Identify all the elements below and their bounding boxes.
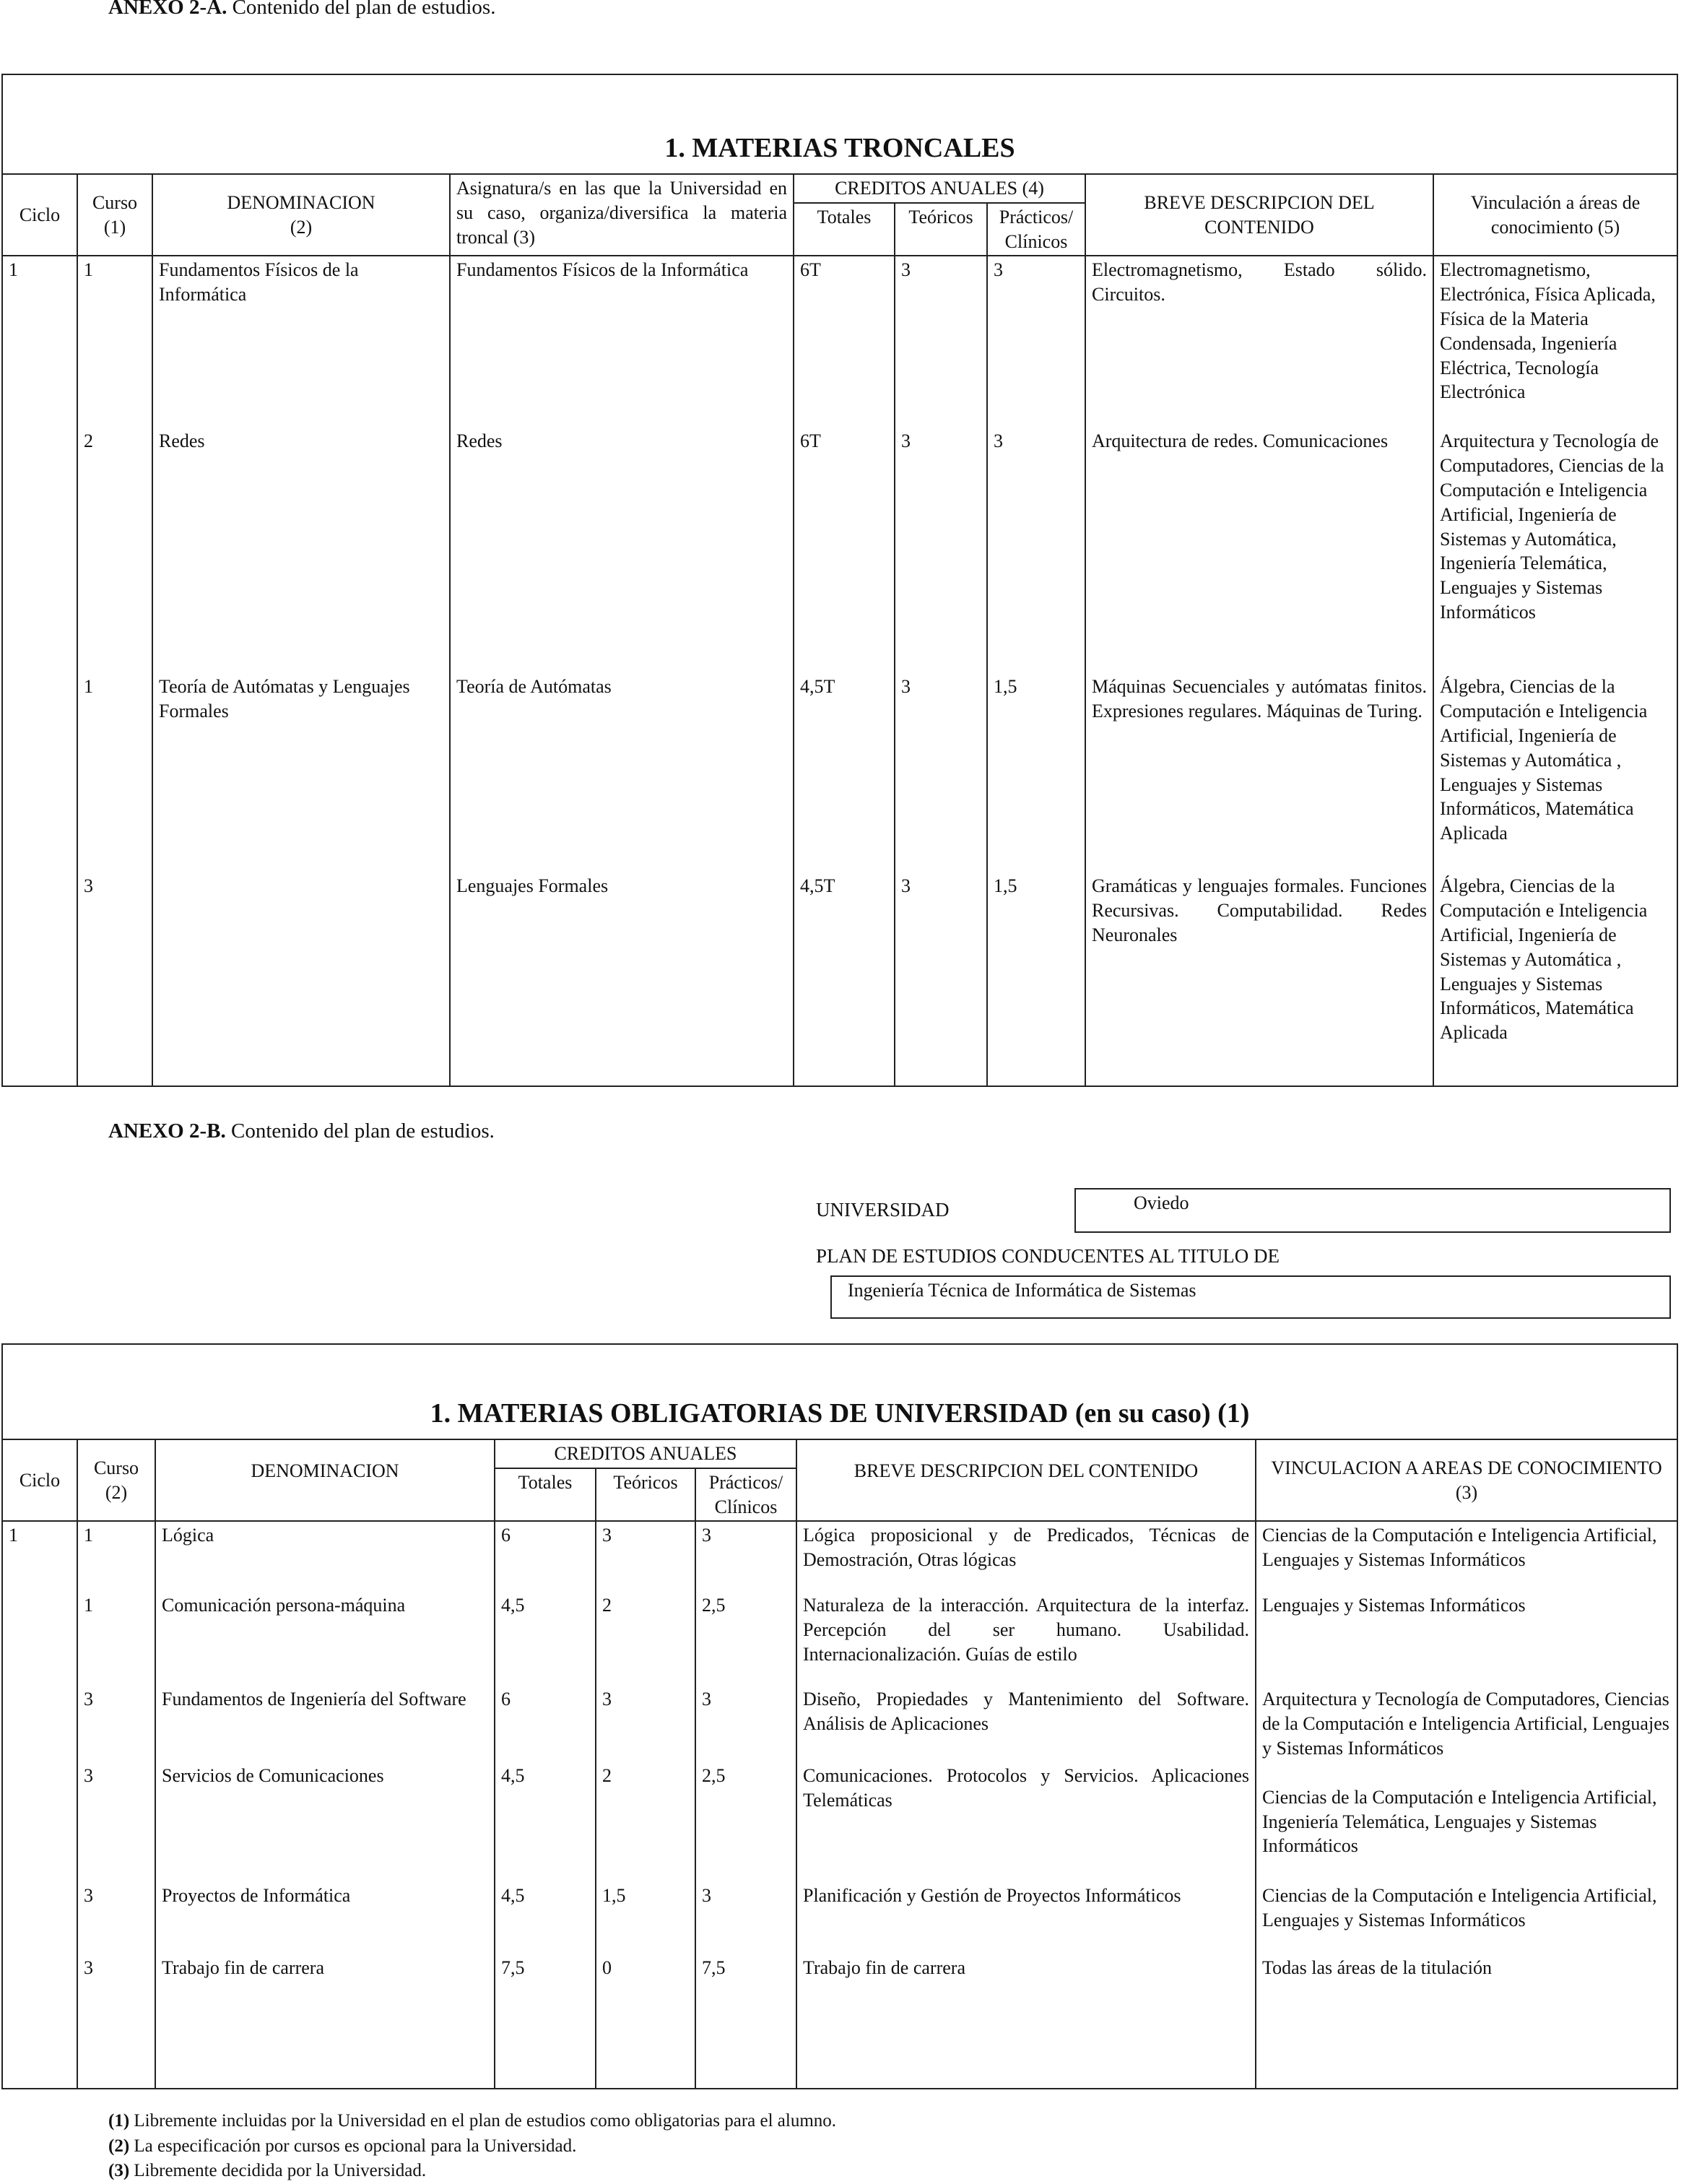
cell-descripcion: Diseño, Propiedades y Mantenimiento del Software. Análisis de Aplicaciones [796, 1686, 1256, 1762]
header-denominacion [152, 174, 450, 256]
header-curso-label: Curso [92, 191, 138, 213]
cell-ciclo: 1 [2, 256, 77, 428]
cell-ciclo [2, 872, 77, 1086]
cell-teoricos: 2 [596, 1592, 695, 1686]
troncales-title: 1. MATERIAS TRONCALES [2, 74, 1677, 174]
cell-teoricos: 3 [895, 428, 987, 673]
cell-asignatura: Lenguajes Formales [450, 872, 794, 1086]
universidad-value: Oviedo [1134, 1192, 1189, 1213]
header-denominacion-note: (2) [290, 216, 313, 238]
header-curso [77, 1439, 155, 1521]
header-practicos: Prácticos/ Clínicos [987, 203, 1085, 256]
cell-teoricos: 3 [596, 1521, 695, 1592]
cell-curso: 3 [77, 1882, 155, 1954]
cell-descripcion: Máquinas Secuenciales y autómatas finitos. Expresiones regulares. Máquinas de Turing. [1085, 673, 1433, 872]
cell-totales: 4,5 [495, 1592, 596, 1686]
header-vinculacion [1256, 1439, 1677, 1521]
footnote-number: (1) [108, 2111, 130, 2131]
footnote-text: Libremente incluidas por la Universidad en el plan de estudios como obligatorias para el alumno. [134, 2111, 837, 2131]
cell-totales: 6T [794, 428, 895, 673]
cell-teoricos: 3 [895, 872, 987, 1086]
cell-denominacion: Fundamentos de Ingeniería del Software [155, 1686, 495, 1762]
cell-denominacion: Redes [152, 428, 450, 673]
header-asignaturas-label: Asignatura/s en las que la Universidad en su caso, organiza/diversifica la materia troncal [456, 178, 787, 248]
cell-descripcion: Lógica proposicional y de Predicados, Técnicas de Demostración, Otras lógicas [796, 1521, 1256, 1592]
header-curso-note: (1) [103, 216, 126, 238]
cell-practicos: 3 [695, 1521, 796, 1592]
footnotes [108, 2109, 836, 2184]
universidad-label: UNIVERSIDAD [816, 1199, 950, 1221]
table-row [2, 673, 1677, 872]
cell-teoricos: 3 [895, 256, 987, 428]
header-teoricos: Teóricos [895, 203, 987, 256]
cell-totales: 4,5 [495, 1762, 596, 1882]
header-vinculacion-label: VINCULACION A AREAS DE CONOCIMIENTO [1271, 1457, 1662, 1478]
cell-areas: Ciencias de la Computación e Inteligencia Artificial, Lenguajes y Sistemas Informáticos [1256, 1882, 1677, 1954]
cell-practicos: 1,5 [987, 872, 1085, 1086]
cell-ciclo [2, 1592, 77, 1686]
table-row [2, 1954, 1677, 2089]
cell-practicos: 3 [987, 256, 1085, 428]
cell-curso: 2 [77, 428, 152, 673]
header-totales: Totales [495, 1468, 596, 1522]
cell-totales: 7,5 [495, 1954, 596, 2089]
troncales-table [1, 74, 1678, 1087]
annex-b-heading-label: ANEXO 2-B. [108, 1119, 226, 1143]
header-descripcion: BREVE DESCRIPCION DEL CONTENIDO [1085, 174, 1433, 256]
cell-practicos: 2,5 [695, 1762, 796, 1882]
cell-ciclo [2, 1954, 77, 2089]
header-creditos: CREDITOS ANUALES [495, 1439, 796, 1468]
annex-b-heading-text: Contenido del plan de estudios. [230, 1119, 495, 1143]
header-curso-note: (2) [105, 1481, 128, 1503]
cell-curso: 3 [77, 1762, 155, 1882]
annex-a-heading [108, 0, 495, 20]
cell-denominacion [152, 872, 450, 1086]
footnote [108, 2159, 836, 2184]
footnote-number: (2) [108, 2136, 130, 2156]
cell-descripcion: Electromagnetismo, Estado sólido. Circuitos. [1085, 256, 1433, 428]
cell-denominacion: Teoría de Autómatas y Lenguajes Formales [152, 673, 450, 872]
header-descripcion: BREVE DESCRIPCION DEL CONTENIDO [796, 1439, 1256, 1521]
cell-denominacion: Lógica [155, 1521, 495, 1592]
cell-ciclo [2, 1762, 77, 1882]
cell-areas: Arquitectura y Tecnología de Computadores, Ciencias de la Computación e Inteligencia Artificial, Lenguajes y Sistemas Informáticos [1256, 1686, 1677, 1762]
table-row [2, 1882, 1677, 1954]
cell-teoricos: 3 [895, 673, 987, 872]
obligatorias-table [1, 1343, 1678, 2089]
cell-descripcion: Arquitectura de redes. Comunicaciones [1085, 428, 1433, 673]
cell-totales: 4,5T [794, 673, 895, 872]
cell-curso: 1 [77, 1521, 155, 1592]
table-row [2, 1686, 1677, 1762]
cell-practicos: 3 [987, 428, 1085, 673]
cell-areas: Electromagnetismo, Electrónica, Física Aplicada, Física de la Materia Condensada, Ingeniería Eléctrica, Tecnología Electrónica [1433, 256, 1677, 428]
table-row [2, 1521, 1677, 1592]
cell-ciclo [2, 428, 77, 673]
universidad-value-box [1074, 1188, 1671, 1233]
annex-a-heading-text: Contenido del plan de estudios. [232, 0, 496, 19]
header-curso [77, 174, 152, 256]
cell-teoricos: 3 [596, 1686, 695, 1762]
cell-denominacion: Fundamentos Físicos de la Informática [152, 256, 450, 428]
header-creditos-label: CREDITOS ANUALES [835, 178, 1018, 199]
cell-curso: 1 [77, 256, 152, 428]
annex-a-heading-label: ANEXO 2-A. [108, 0, 227, 19]
cell-teoricos: 1,5 [596, 1882, 695, 1954]
cell-descripcion: Comunicaciones. Protocolos y Servicios. Aplicaciones Telemáticas [796, 1762, 1256, 1882]
cell-areas: Arquitectura y Tecnología de Computadores, Ciencias de la Computación e Inteligencia Artificial, Ingeniería de Sistemas y Automática, Ingeniería Telemática, Lenguajes y Sistemas Informáticos [1433, 428, 1677, 673]
cell-areas: Ciencias de la Computación e Inteligencia Artificial, Lenguajes y Sistemas Informáticos [1256, 1521, 1677, 1592]
cell-areas: Lenguajes y Sistemas Informáticos [1256, 1592, 1677, 1686]
cell-totales: 6T [794, 256, 895, 428]
header-asignaturas-note: (3) [513, 226, 536, 248]
cell-practicos: 2,5 [695, 1592, 796, 1686]
header-ciclo: Ciclo [2, 1439, 77, 1521]
header-vinculacion [1433, 174, 1677, 256]
cell-denominacion: Servicios de Comunicaciones [155, 1762, 495, 1882]
cell-ciclo [2, 1882, 77, 1954]
header-vinculacion-label: Vinculación a áreas de conocimiento [1470, 191, 1641, 238]
table-row [2, 1762, 1677, 1882]
header-teoricos: Teóricos [596, 1468, 695, 1522]
cell-descripcion: Gramáticas y lenguajes formales. Funciones Recursivas. Computabilidad. Redes Neuronales [1085, 872, 1433, 1086]
cell-practicos: 3 [695, 1686, 796, 1762]
cell-ciclo: 1 [2, 1521, 77, 1592]
header-curso-label: Curso [93, 1457, 139, 1478]
cell-curso: 1 [77, 673, 152, 872]
cell-totales: 6 [495, 1686, 596, 1762]
table-row [2, 256, 1677, 428]
cell-practicos: 3 [695, 1882, 796, 1954]
header-totales: Totales [794, 203, 895, 256]
cell-ciclo [2, 673, 77, 872]
cell-areas: Todas las áreas de la titulación [1256, 1954, 1677, 2089]
cell-asignatura: Teoría de Autómatas [450, 673, 794, 872]
header-denominacion: DENOMINACION [155, 1439, 495, 1521]
cell-curso: 3 [77, 1954, 155, 2089]
plan-value-box [830, 1275, 1671, 1319]
cell-areas: Ciencias de la Computación e Inteligencia Artificial, Ingeniería Telemática, Lenguajes y Sistemas Informáticos [1256, 1762, 1677, 1882]
cell-areas: Álgebra, Ciencias de la Computación e Inteligencia Artificial, Ingeniería de Sistemas y Automática , Lenguajes y Sistemas Informáticos, Matemática Aplicada [1433, 673, 1677, 872]
cell-descripcion: Trabajo fin de carrera [796, 1954, 1256, 2089]
table-row [2, 428, 1677, 673]
header-practicos: Prácticos/ Clínicos [695, 1468, 796, 1522]
cell-curso: 3 [77, 1686, 155, 1762]
cell-descripcion: Naturaleza de la interacción. Arquitectura de la interfaz. Percepción del ser humano. Usabilidad. Internacionalización. Guías de estilo [796, 1592, 1256, 1686]
plan-label: PLAN DE ESTUDIOS CONDUCENTES AL TITULO DE [816, 1245, 1280, 1267]
obligatorias-title: 1. MATERIAS OBLIGATORIAS DE UNIVERSIDAD (en su caso) (1) [2, 1344, 1677, 1439]
cell-totales: 4,5T [794, 872, 895, 1086]
cell-curso: 1 [77, 1592, 155, 1686]
header-denominacion-label: DENOMINACION [227, 191, 375, 213]
cell-totales: 6 [495, 1521, 596, 1592]
footnote-text: La especificación por cursos es opcional para la Universidad. [134, 2136, 577, 2156]
header-ciclo: Ciclo [2, 174, 77, 256]
footnote [108, 2109, 836, 2134]
cell-areas: Álgebra, Ciencias de la Computación e Inteligencia Artificial, Ingeniería de Sistemas y Automática , Lenguajes y Sistemas Informáticos, Matemática Aplicada [1433, 872, 1677, 1086]
cell-ciclo [2, 1686, 77, 1762]
cell-practicos: 1,5 [987, 673, 1085, 872]
table-row [2, 1592, 1677, 1686]
cell-denominacion: Trabajo fin de carrera [155, 1954, 495, 2089]
footnote [108, 2134, 836, 2159]
table-row [2, 872, 1677, 1086]
cell-curso: 3 [77, 872, 152, 1086]
cell-denominacion: Comunicación persona-máquina [155, 1592, 495, 1686]
cell-denominacion: Proyectos de Informática [155, 1882, 495, 1954]
cell-teoricos: 0 [596, 1954, 695, 2089]
footnote-number: (3) [108, 2161, 130, 2180]
header-creditos [794, 174, 1085, 203]
header-vinculacion-note: (5) [1597, 216, 1620, 238]
cell-asignatura: Fundamentos Físicos de la Informática [450, 256, 794, 428]
cell-practicos: 7,5 [695, 1954, 796, 2089]
cell-totales: 4,5 [495, 1882, 596, 1954]
plan-value: Ingeniería Técnica de Informática de Sistemas [848, 1280, 1196, 1301]
header-creditos-note: (4) [1022, 178, 1044, 199]
cell-descripcion: Planificación y Gestión de Proyectos Informáticos [796, 1882, 1256, 1954]
cell-teoricos: 2 [596, 1762, 695, 1882]
footnote-text: Libremente decidida por la Universidad. [134, 2161, 427, 2180]
header-asignaturas [450, 174, 794, 256]
cell-asignatura: Redes [450, 428, 794, 673]
header-vinculacion-note: (3) [1455, 1481, 1478, 1503]
annex-b-heading [108, 1119, 495, 1143]
